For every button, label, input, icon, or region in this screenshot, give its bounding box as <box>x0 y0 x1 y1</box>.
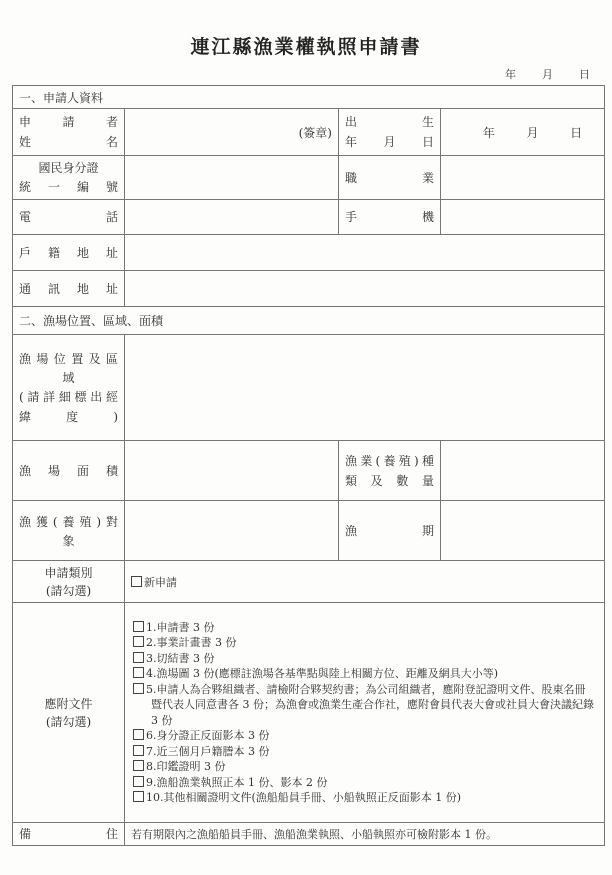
doc-item[interactable]: 9.漁船漁業執照正本 1 份、影本 2 份 <box>133 775 596 791</box>
type-label: 申請類別 (請勾選) <box>13 561 125 603</box>
area-field[interactable] <box>125 441 339 501</box>
doc-item[interactable]: 8.印鑑證明 3 份 <box>133 759 596 775</box>
location-field[interactable] <box>125 335 605 441</box>
docs-label: 應附文件 (請勾選) <box>13 603 125 823</box>
section-applicant-heading: 一、申請人資料 <box>13 86 605 109</box>
checkbox <box>133 760 144 771</box>
checkbox <box>133 667 144 678</box>
type-option[interactable]: 新申請 <box>125 561 605 603</box>
checkbox[interactable] <box>131 576 142 587</box>
area-label: 漁 場 面 積 <box>13 441 125 501</box>
doc-item[interactable]: 1.申請書 3 份 <box>133 620 596 636</box>
household-address-field[interactable] <box>125 235 605 271</box>
mobile-field[interactable] <box>441 200 605 235</box>
remark-label: 備 住 <box>13 823 125 846</box>
target-field[interactable] <box>125 501 339 561</box>
checkbox <box>133 636 144 647</box>
doc-item[interactable]: 2.事業計畫書 3 份 <box>133 635 596 651</box>
phone-field[interactable] <box>125 200 339 235</box>
household-address-label: 戶 籍 地 址 <box>13 235 125 271</box>
date-day: 日 <box>579 68 590 81</box>
checkbox <box>133 621 144 632</box>
checkbox <box>133 652 144 663</box>
doc-item[interactable]: 7.近三個月戶籍謄本 3 份 <box>133 744 596 760</box>
period-label: 漁 期 <box>339 501 441 561</box>
checkbox <box>133 745 144 756</box>
checkbox <box>133 776 144 787</box>
species-field[interactable] <box>441 441 605 501</box>
name-field[interactable] <box>125 109 339 156</box>
name-label: 申 請 者 姓 名 <box>13 109 125 156</box>
checkbox <box>133 729 144 740</box>
date-year: 年 <box>505 68 516 81</box>
location-label: 漁場位置及區 域 (請詳細標出經 緯 度 ) <box>13 335 125 441</box>
checkbox <box>133 791 144 802</box>
doc-item[interactable]: 5.申請人為合夥組織者、請檢附合夥契約書；為公司組織者，應附登記證明文件、股東名冊暨代表人同意書各 3 份；為漁會或漁業生產合作社，應附會員代表大會或社員大會決議紀錄 3 份 <box>133 682 596 729</box>
mobile-label: 手 機 <box>339 200 441 235</box>
checkbox <box>133 683 144 694</box>
target-label: 漁獲(養殖)對 象 <box>13 501 125 561</box>
form-date <box>505 66 590 82</box>
remark-text: 若有期限內之漁船船員手冊、漁船漁業執照、小船執照亦可檢附影本 1 份。 <box>125 823 605 846</box>
doc-item[interactable]: 6.身分證正反面影本 3 份 <box>133 728 596 744</box>
mailing-address-label: 通 訊 地 址 <box>13 271 125 307</box>
doc-item[interactable]: 10.其他相關證明文件(漁船船員手冊、小船執照正反面影本 1 份) <box>133 790 596 806</box>
job-field[interactable] <box>441 156 605 200</box>
job-label: 職 業 <box>339 156 441 200</box>
id-label: 國民身分證 統 一 編 號 <box>13 156 125 200</box>
period-field[interactable] <box>441 501 605 561</box>
date-month: 月 <box>542 68 553 81</box>
doc-item[interactable]: 4.漁場圖 3 份(應標註漁場各基準點與陸上相關方位、距離及網具大小等) <box>133 666 596 682</box>
phone-label: 電 話 <box>13 200 125 235</box>
birth-field[interactable]: 年 月 日 <box>441 109 605 156</box>
docs-list <box>125 603 605 823</box>
mailing-address-field[interactable] <box>125 271 605 307</box>
species-label: 漁業(養殖)種 類 及 數 量 <box>339 441 441 501</box>
sign-label: (簽章) <box>298 125 332 140</box>
birth-label: 出 生 年 月 日 <box>339 109 441 156</box>
id-field[interactable] <box>125 156 339 200</box>
form-table <box>12 85 605 846</box>
section-fishery-heading: 二、漁場位置、區域、面積 <box>13 307 605 335</box>
form-title: 連江縣漁業權執照申請書 <box>190 36 422 58</box>
doc-item[interactable]: 3.切結書 3 份 <box>133 651 596 667</box>
